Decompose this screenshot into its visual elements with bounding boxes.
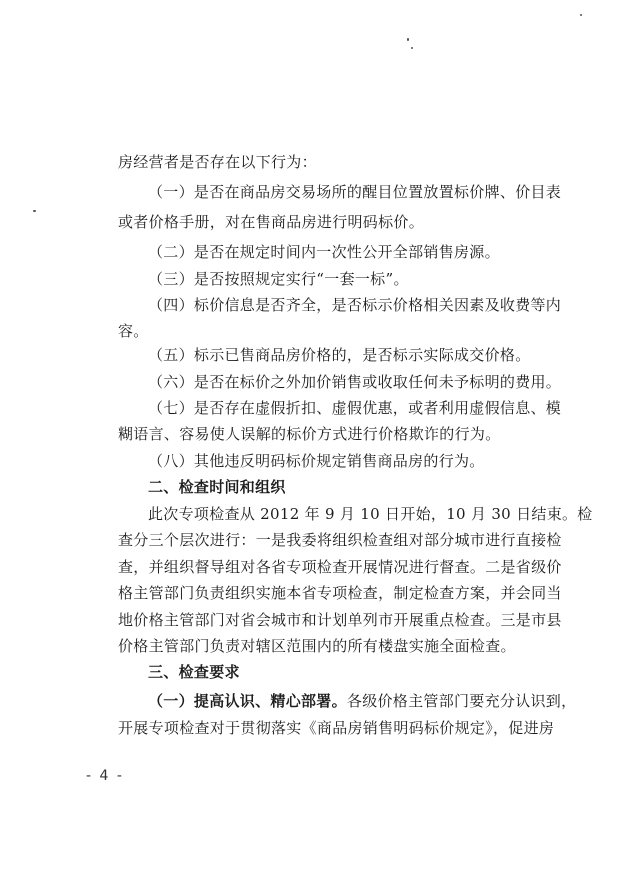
scan-speck <box>411 47 413 49</box>
body-text: 各级价格主管部门要充分认识到， <box>346 692 577 710</box>
page-number: - 4 - <box>86 768 124 784</box>
body-line: （四）标价信息是否齐全，是否标示价格相关因素及收费等内 <box>148 296 562 314</box>
body-line: 价格主管部门负责对辖区范围内的所有楼盘实施全面检查。 <box>118 637 516 655</box>
scan-speck <box>407 38 409 41</box>
scan-speck <box>580 14 582 16</box>
body-line: （三）是否按照规定实行“一套一标”。 <box>148 270 409 288</box>
body-line: 地价格主管部门对省会城市和计划单列市开展重点检查。三是市县 <box>118 611 562 629</box>
subheading: （一）提高认识、精心部署。 <box>148 692 347 710</box>
body-line: （五）标示已售商品房价格的，是否标示实际成交价格。 <box>148 346 531 364</box>
body-line: 查分三个层次进行：一是我委将组织检查组对部分城市进行直接检 <box>118 531 562 549</box>
section-heading: 二、检查时间和组织 <box>148 478 286 496</box>
body-line: （二）是否在规定时间内一次性公开全部销售房源。 <box>148 243 500 261</box>
body-line: 此次专项检查从 2012 年 9 月 10 日开始，10 月 30 日结束。检 <box>148 505 593 523</box>
body-line: （六）是否在标价之外加价销售或收取任何未予标明的费用。 <box>148 373 562 391</box>
body-line <box>148 691 576 711</box>
body-line: （八）其他违反明码标价规定销售商品房的行为。 <box>148 452 485 470</box>
body-line: 或者价格手册，对在售商品房进行明码标价。 <box>118 213 425 231</box>
body-line: 房经营者是否存在以下行为： <box>118 153 317 171</box>
body-line: 糊语言、容易使人误解的标价方式进行价格欺诈的行为。 <box>118 425 501 443</box>
body-line: 容。 <box>118 322 149 340</box>
scan-speck <box>33 210 36 212</box>
body-line: 查，并组织督导组对各省专项检查开展情况进行督查。二是省级价 <box>118 558 562 576</box>
body-line: （一）是否在商品房交易场所的醒目位置放置标价牌、价目表 <box>148 183 562 201</box>
body-line: （七）是否存在虚假折扣、虚假优惠，或者利用虚假信息、模 <box>148 399 562 417</box>
section-heading: 三、检查要求 <box>148 663 240 681</box>
body-line: 格主管部门负责组织实施本省专项检查，制定检查方案，并会同当 <box>118 584 562 602</box>
body-line: 开展专项检查对于贯彻落实《商品房销售明码标价规定》，促进房 <box>118 719 555 737</box>
